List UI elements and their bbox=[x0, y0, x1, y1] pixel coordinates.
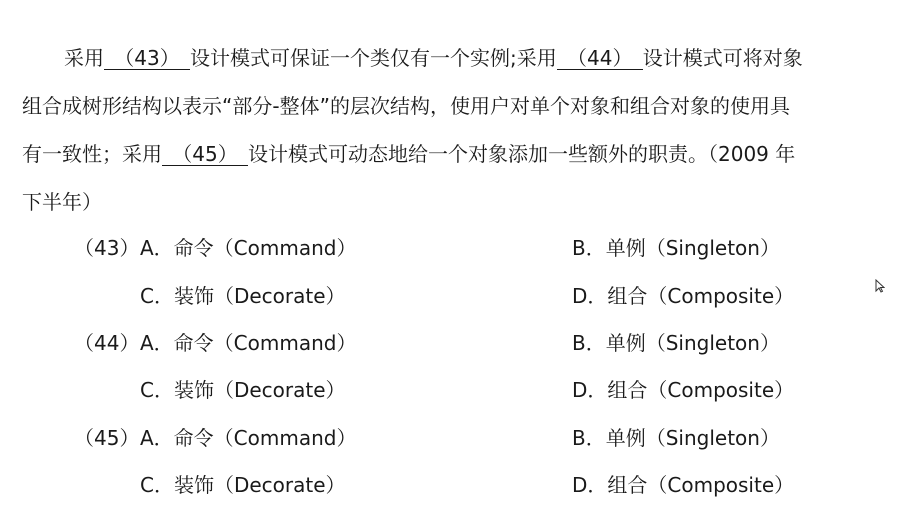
option-43-d: D．组合（Composite） bbox=[572, 284, 795, 308]
option-45-a: A．命令（Command） bbox=[140, 426, 357, 450]
option-45-c: C．装饰（Decorate） bbox=[140, 473, 346, 497]
question-line-3 bbox=[22, 142, 795, 166]
option-43-c: C．装饰（Decorate） bbox=[140, 284, 346, 308]
answer-blank-45: （45） bbox=[162, 143, 248, 166]
question-text: 设计模式可保证一个类仅有一个实例;采用 bbox=[190, 46, 557, 70]
question-line-4: 下半年） bbox=[22, 190, 102, 214]
question-text: 设计模式可动态地给一个对象添加一些额外的职责。（2009 年 bbox=[248, 142, 796, 166]
question-number-45: （45） bbox=[74, 426, 140, 450]
question-text: 有一致性；采用 bbox=[22, 142, 162, 166]
option-44-b: B．单例（Singleton） bbox=[572, 331, 780, 355]
answer-blank-43: （43） bbox=[104, 47, 190, 70]
option-44-c: C．装饰（Decorate） bbox=[140, 378, 346, 402]
option-43-a: A．命令（Command） bbox=[140, 236, 357, 260]
mouse-pointer-icon bbox=[875, 279, 885, 293]
option-43-b: B．单例（Singleton） bbox=[572, 236, 780, 260]
question-line-1 bbox=[64, 46, 803, 70]
answer-blank-44: （44） bbox=[557, 47, 643, 70]
question-text: 采用 bbox=[64, 46, 104, 70]
question-number-44: （44） bbox=[74, 331, 140, 355]
question-text: 设计模式可将对象 bbox=[642, 46, 803, 70]
option-44-d: D．组合（Composite） bbox=[572, 378, 795, 402]
question-line-2: 组合成树形结构以表示“部分-整体”的层次结构，使用户对单个对象和组合对象的使用具 bbox=[22, 94, 790, 118]
question-number-43: （43） bbox=[74, 236, 140, 260]
option-44-a: A．命令（Command） bbox=[140, 331, 357, 355]
option-45-d: D．组合（Composite） bbox=[572, 473, 795, 497]
option-45-b: B．单例（Singleton） bbox=[572, 426, 780, 450]
